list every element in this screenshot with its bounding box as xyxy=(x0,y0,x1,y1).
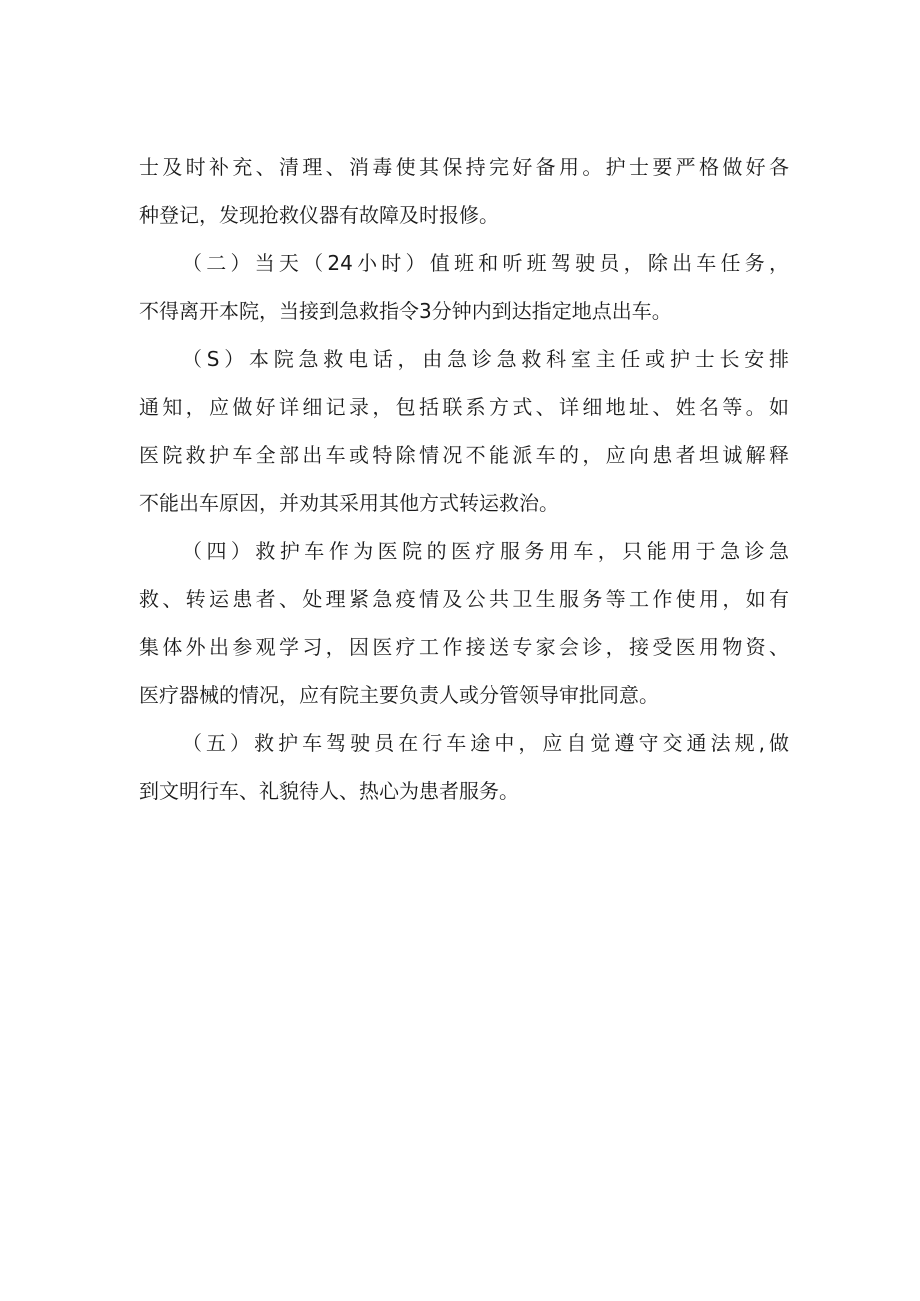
paragraph-item-3 xyxy=(139,335,789,527)
text-line: 到文明行车、礼貌待人、热心为患者服务。 xyxy=(139,779,519,803)
document-body xyxy=(139,143,789,815)
text-line: 集体外出参观学习，因医疗工作接送专家会诊，接受医用物资、 xyxy=(139,635,789,659)
paragraph-item-5 xyxy=(139,719,789,815)
paragraph-item-4 xyxy=(139,527,789,719)
paragraph-item-2 xyxy=(139,239,789,335)
text-line: 通知，应做好详细记录，包括联系方式、详细地址、姓名等。如 xyxy=(139,395,789,419)
paragraph-continuation xyxy=(139,143,789,239)
text-line: （四）救护车作为医院的医疗服务用车，只能用于急诊急 xyxy=(182,539,789,563)
text-line: 不得离开本院，当接到急救指令3分钟内到达指定地点出车。 xyxy=(139,299,672,323)
text-line: 不能出车原因，并劝其采用其他方式转运救治。 xyxy=(139,491,559,515)
text-line: （S）本院急救电话，由急诊急救科室主任或护士长安排 xyxy=(182,347,789,371)
text-line: 士及时补充、清理、消毒使其保持完好备用。护士要严格做好各 xyxy=(139,155,789,179)
text-line: （二）当天（24小时）值班和听班驾驶员，除出车任务， xyxy=(182,251,789,275)
text-line: （五）救护车驾驶员在行车途中，应自觉遵守交通法规,做 xyxy=(182,731,789,755)
text-line: 医疗器械的情况，应有院主要负责人或分管领导审批同意。 xyxy=(139,683,659,707)
text-line: 种登记，发现抢救仪器有故障及时报修。 xyxy=(139,203,499,227)
text-line: 医院救护车全部出车或特除情况不能派车的，应向患者坦诚解释 xyxy=(139,443,789,467)
text-line: 救、转运患者、处理紧急疫情及公共卫生服务等工作使用，如有 xyxy=(139,587,789,611)
